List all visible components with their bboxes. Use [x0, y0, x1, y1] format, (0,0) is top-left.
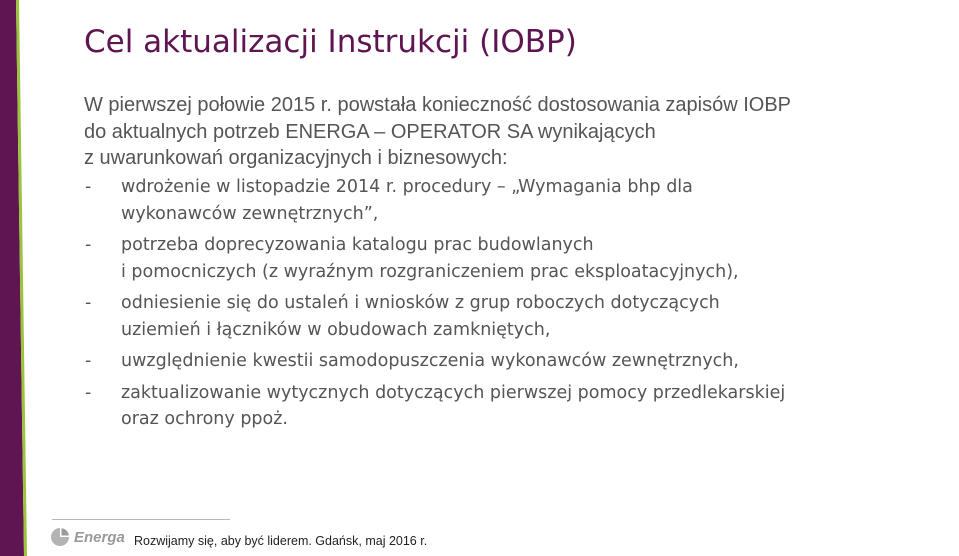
bullet-line: zaktualizowanie wytycznych dotyczących pierwszej pomocy przedlekarskiej — [121, 382, 786, 403]
bullet-marker: - — [85, 382, 92, 403]
bullet-line: wykonawców zewnętrznych”, — [121, 203, 379, 224]
intro-line: z uwarunkowań organizacyjnych i biznesowych: — [84, 147, 508, 169]
bullet-line: uziemień i łączników w obudowach zamkniętych, — [121, 319, 551, 340]
intro-paragraph — [84, 92, 954, 172]
bullet-item — [84, 174, 954, 227]
bullet-line: potrzeba doprecyzowania katalogu prac budowlanych — [121, 235, 594, 255]
bullet-line: wdrożenie w listopadzie 2014 r. procedury – „Wymagania bhp dla — [121, 177, 693, 197]
footer-text: Rozwijamy się, aby być liderem. Gdańsk, maj 2016 r. — [134, 534, 428, 548]
slide-title: Cel aktualizacji Instrukcji (IOBP) — [84, 24, 577, 60]
bullet-line: odniesienie się do ustaleń i wniosków z grup roboczych dotyczących — [121, 293, 720, 313]
bullet-marker: - — [85, 177, 92, 197]
bullet-line: i pomocniczych (z wyraźnym rozgraniczeniem prac eksploatacyjnych), — [121, 261, 739, 282]
intro-line: do aktualnych potrzeb ENERGA – OPERATOR SA wynikających — [84, 120, 656, 143]
bullet-list — [84, 174, 954, 438]
footer-logo — [50, 527, 125, 547]
bullet-item — [84, 348, 954, 375]
intro-line: W pierwszej połowie 2015 r. powstała konieczność dostosowania zapisów IOBP — [84, 94, 792, 116]
side-accent-bar — [0, 0, 48, 556]
bullet-line: uwzględnienie kwestii samodopuszczenia wykonawców zewnętrznych, — [121, 351, 739, 371]
energa-logo-icon — [50, 527, 70, 547]
bullet-marker: - — [85, 351, 92, 371]
bullet-line: oraz ochrony ppoż. — [121, 409, 288, 429]
bullet-item — [84, 290, 954, 343]
bullet-marker: - — [85, 293, 92, 313]
logo-wordmark: Energa — [74, 528, 125, 546]
bullet-item — [84, 380, 954, 433]
bullet-item — [84, 232, 954, 285]
bullet-marker: - — [85, 235, 92, 255]
footer-divider — [52, 519, 230, 520]
